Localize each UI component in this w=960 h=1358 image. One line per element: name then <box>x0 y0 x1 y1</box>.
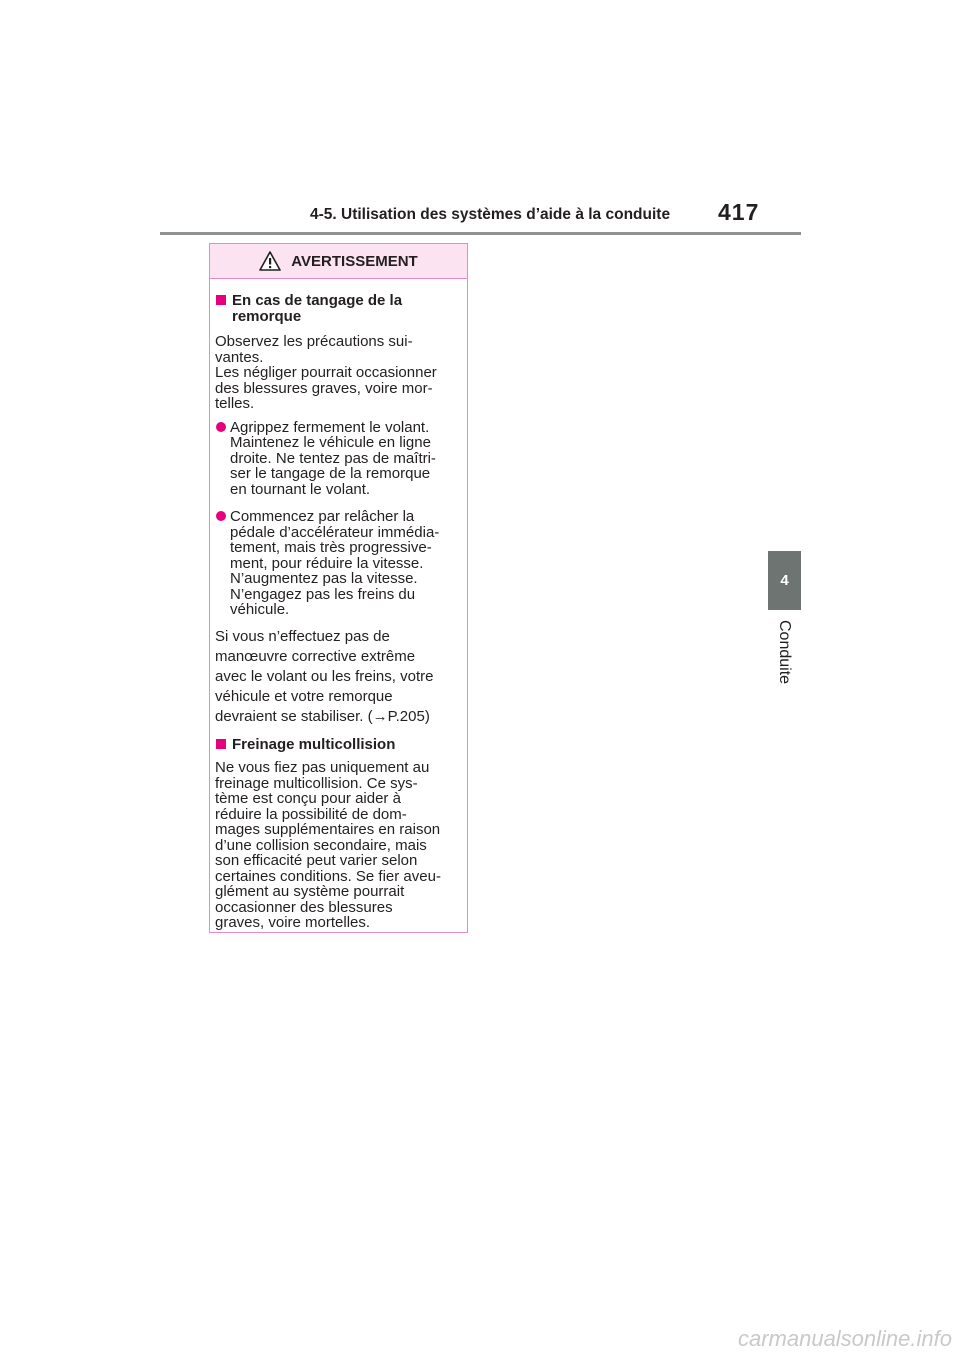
header-divider <box>160 232 801 235</box>
round-bullet-icon <box>216 511 226 521</box>
round-bullet-icon <box>216 422 226 432</box>
list-item <box>215 420 462 498</box>
warning-triangle-icon <box>259 251 281 271</box>
watermark: carmanualsonline.info <box>737 1326 952 1351</box>
warning-title: AVERTISSEMENT <box>291 252 418 270</box>
warning-body <box>210 279 467 931</box>
warning-header <box>210 244 467 279</box>
heading-text: Freinage multicollision <box>232 735 396 753</box>
section-heading <box>215 737 462 753</box>
square-bullet-icon <box>216 295 226 305</box>
chapter-name: Conduite <box>776 620 793 685</box>
section-heading <box>215 293 462 324</box>
section-title: 4-5. Utilisation des systèmes d’aide à la conduite <box>310 206 671 223</box>
page-number: 417 <box>718 199 760 225</box>
intro-paragraph: Observez les précautions sui- vantes. Les négliger pourrait occasionner des blessures graves, voire mor- telles. <box>215 333 437 412</box>
closing-paragraph: Si vous n’effectuez pas de manœuvre corrective extrême avec le volant ou les freins, votre véhicule et votre remorque devraient se stabiliser. (→P.205) <box>215 627 434 725</box>
bullet-text: Agrippez fermement le volant. Maintenez le véhicule en ligne droite. Ne tentez pas de maîtri- ser le tangage de la remorque en tournant le volant. <box>230 418 436 498</box>
list-item <box>215 509 462 618</box>
chapter-number: 4 <box>780 572 789 589</box>
square-bullet-icon <box>216 739 226 749</box>
section-paragraph: Ne vous fiez pas uniquement au freinage multicollision. Ce sys- tème est conçu pour aider à réduire la possibilité de dom- mages supplémentaires en raison d’une collision secondaire, mais son efficacité peut varier selon certaines conditions. Se fier aveu- glément au système pourrait occasionner des blessures graves, voire mortelles. <box>215 759 441 931</box>
chapter-tab <box>768 551 801 610</box>
warning-box <box>209 243 468 933</box>
heading-text: En cas de tangage de la remorque <box>232 292 403 325</box>
bullet-text: Commencez par relâcher la pédale d’accélérateur immédia- tement, mais très progressive- ment, pour réduire la vitesse. N’augmentez pas la vitesse. N’engagez pas les freins du véhicule. <box>230 508 440 618</box>
